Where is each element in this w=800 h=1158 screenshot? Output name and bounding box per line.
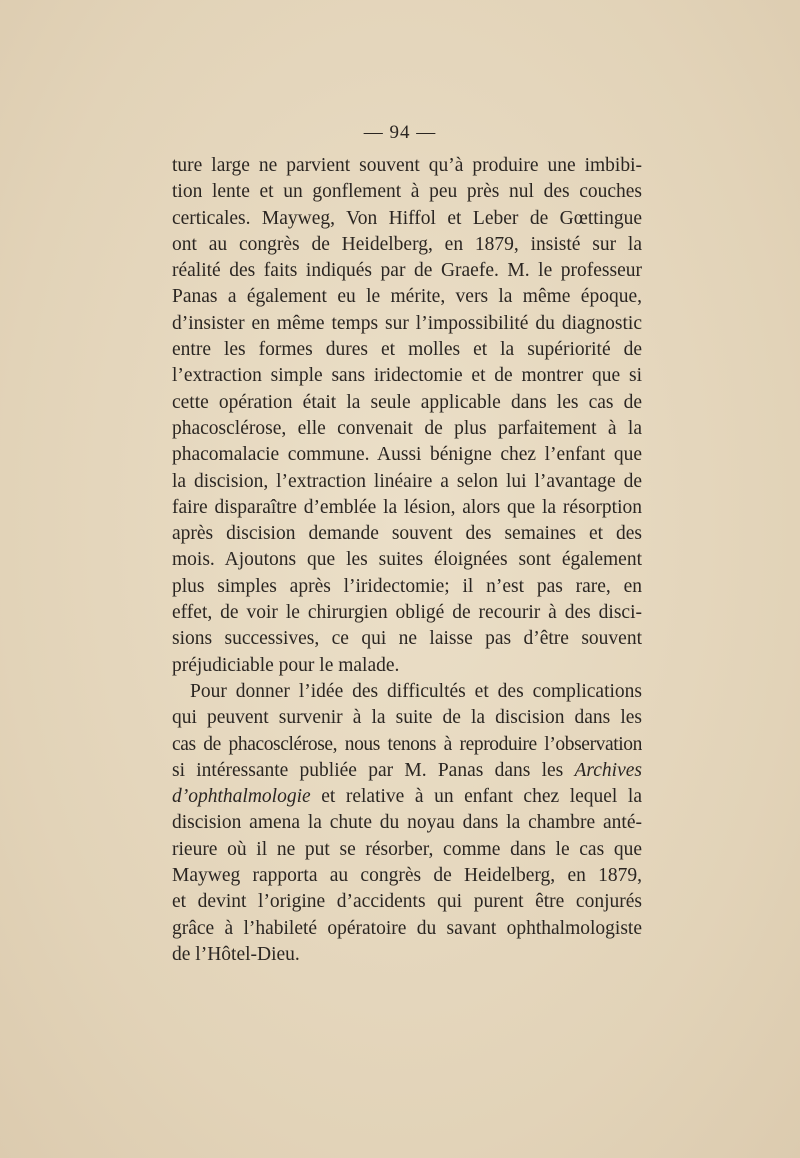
text-line: phacomalacie commune. Aussi bénigne chez l’enfant que <box>172 444 642 466</box>
text-line: rieure où il ne put se résorber, comme dans le cas que <box>172 838 642 860</box>
journal-title-part: Archives <box>574 759 642 781</box>
text-line: l’extraction simple sans iridectomie et de montrer que si <box>172 365 642 387</box>
text-span: si intéressante publiée par M. Panas dans les <box>172 759 564 781</box>
text-line: effet, de voir le chirurgien obligé de recourir à des disci- <box>172 602 642 624</box>
body-text <box>172 153 642 968</box>
text-line-with-italic <box>172 758 642 784</box>
text-line: réalité des faits indiqués par de Graefe. M. le professeur <box>172 260 642 282</box>
text-line: mois. Ajoutons que les suites éloignées sont également <box>172 549 642 571</box>
text-line: Mayweg rapporta au congrès de Heidelberg, en 1879, <box>172 865 642 887</box>
text-line: de l’Hôtel-Dieu. <box>172 943 300 965</box>
text-line: après discision demande souvent des semaines et des <box>172 523 642 545</box>
text-line: tion lente et un gonflement à peu près nul des couches <box>172 181 642 203</box>
text-span: et relative à un enfant chez lequel la <box>321 786 642 808</box>
text-line: entre les formes dures et molles et la supériorité de <box>172 339 642 361</box>
text-line: la discision, l’extraction linéaire a selon lui l’avantage de <box>172 470 642 492</box>
journal-title-part: d’ophthalmologie <box>172 786 311 808</box>
text-line: certicales. Mayweg, Von Hiffol et Leber de Gœttingue <box>172 207 642 229</box>
text-line: cas de phacosclérose, nous tenons à reproduire l’observation <box>172 733 642 755</box>
text-line: et devint l’origine d’accidents qui purent être conjurés <box>172 891 642 913</box>
text-line: discision amena la chute du noyau dans la chambre anté- <box>172 812 642 834</box>
text-line: plus simples après l’iridectomie; il n’est pas rare, en <box>172 575 642 597</box>
text-line: Panas a également eu le mérite, vers la même époque, <box>172 286 642 308</box>
page-number: — 94 — <box>363 122 437 143</box>
text-line: préjudiciable pour le malade. <box>172 654 400 676</box>
text-line: ont au congrès de Heidelberg, en 1879, insisté sur la <box>172 233 642 255</box>
text-line: Pour donner l’idée des difficultés et des complications <box>190 680 642 702</box>
text-line-with-italic <box>172 784 642 810</box>
text-line: cette opération était la seule applicable dans les cas de <box>172 391 642 413</box>
text-line: d’insister en même temps sur l’impossibilité du diagnostic <box>172 312 642 334</box>
text-line: faire disparaître d’emblée la lésion, alors que la résorption <box>172 496 642 518</box>
text-line: phacosclérose, elle convenait de plus parfaitement à la <box>172 417 642 439</box>
text-line: grâce à l’habileté opératoire du savant ophthalmologiste <box>172 917 642 939</box>
text-line: ture large ne parvient souvent qu’à produire une imbibi- <box>172 155 642 176</box>
text-line: qui peuvent survenir à la suite de la discision dans les <box>172 707 642 729</box>
text-line: sions successives, ce qui ne laisse pas d’être souvent <box>172 628 642 650</box>
